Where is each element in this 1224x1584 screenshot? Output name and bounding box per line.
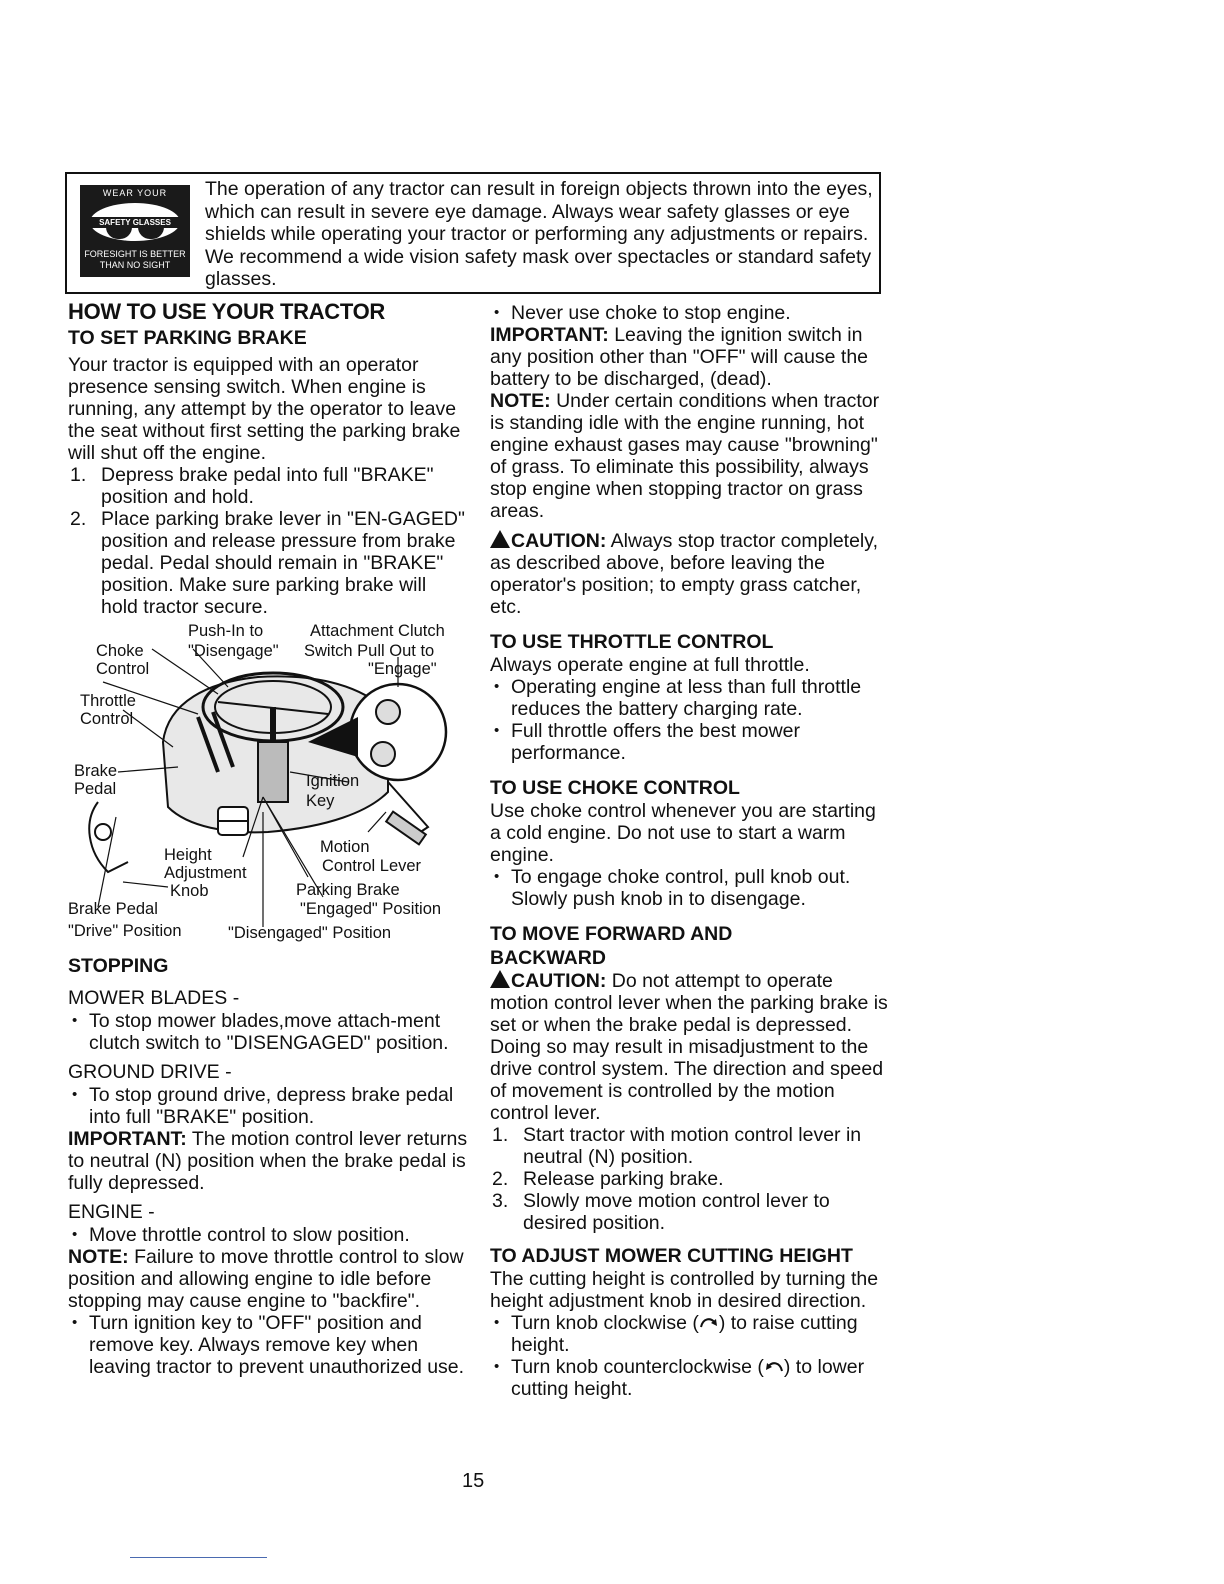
parking-brake-intro: Your tractor is equipped with an operator presence sensing switch. When engine is running, any attempt by the operator to leave the seat without first setting the parking brake will shut off the engine. bbox=[68, 354, 461, 464]
label-choke-control: Control bbox=[96, 660, 150, 678]
badge-bottom-text-1: FORESIGHT IS BETTER bbox=[84, 249, 186, 259]
choke-intro: Use choke control whenever you are starting a cold engine. Do not use to start a warm engine. bbox=[490, 800, 876, 866]
label-ignition: Ignition bbox=[306, 772, 360, 790]
label-throttle-control: Control bbox=[80, 710, 134, 728]
label-knob: Knob bbox=[170, 882, 209, 900]
parking-brake-heading: TO SET PARKING BRAKE bbox=[68, 327, 307, 349]
cutting-height-intro: The cutting height is controlled by turning the height adjustment knob in desired direction. bbox=[490, 1268, 879, 1312]
label-disengage: "Disengage" bbox=[188, 642, 279, 660]
stopping-heading: STOPPING bbox=[68, 955, 169, 977]
lower-height-bullet: • Turn knob counterclockwise ( ) to lower cutting height. bbox=[490, 1356, 890, 1400]
clockwise-arrow-icon bbox=[699, 1315, 719, 1329]
parking-step-1: 1. Depress brake pedal into full "BRAKE" position and hold. bbox=[70, 464, 434, 508]
note-right: NOTE: Under certain conditions when tractor is standing idle with the engine running, hot engine exhaust gases may cause "browning" of grass. To eliminate this possibility, always stop engine when stopping tractor on grass areas. bbox=[490, 390, 880, 522]
label-disengaged-position: "Disengaged" Position bbox=[228, 924, 392, 942]
badge-top-text: WEAR YOUR bbox=[102, 188, 168, 198]
choke-warning-bullet: • Never use choke to stop engine. bbox=[490, 302, 890, 324]
ground-drive-bullet: • To stop ground drive, depress brake pedal into full "BRAKE" position. bbox=[68, 1084, 468, 1128]
label-motion: Motion bbox=[320, 838, 370, 856]
move-step-3: 3. Slowly move motion control lever to desired position. bbox=[492, 1190, 830, 1234]
move-step-1: 1. Start tractor with motion control lever in neutral (N) position. bbox=[492, 1124, 862, 1168]
footer-line bbox=[130, 1557, 267, 1558]
left-column bbox=[68, 298, 468, 1378]
badge-band-text: SAFETY GLASSES bbox=[90, 217, 180, 228]
move-heading-1: TO MOVE FORWARD AND bbox=[490, 923, 733, 945]
move-step-2: 2. Release parking brake. bbox=[492, 1168, 724, 1190]
ground-drive-subheading: GROUND DRIVE - bbox=[68, 1061, 232, 1083]
raise-height-bullet: • Turn knob clockwise ( ) to raise cutting height. bbox=[490, 1312, 890, 1356]
safety-warning-box bbox=[65, 172, 881, 294]
throttle-bullet-1: • Operating engine at less than full throttle reduces the battery charging rate. bbox=[490, 676, 890, 720]
right-column bbox=[490, 298, 890, 1400]
caution-motion-control: CAUTION: Do not attempt to operate motion control lever when the parking brake is set or when the brake pedal is depressed. Doing so may result in misadjustment to the drive control system. The direction and speed of movement is controlled by the motion control lever. bbox=[490, 970, 888, 1124]
mower-blades-bullet: • To stop mower blades,move attach-ment clutch switch to "DISENGAGED" position. bbox=[68, 1010, 468, 1054]
counterclockwise-arrow-icon bbox=[764, 1359, 784, 1373]
important-note-left: IMPORTANT: The motion control lever returns to neutral (N) position when the brake pedal is fully depressed. bbox=[68, 1128, 468, 1194]
throttle-heading: TO USE THROTTLE CONTROL bbox=[490, 631, 774, 653]
important-note-right: IMPORTANT: Leaving the ignition switch in any position other than "OFF" will cause the battery to be discharged, (dead). bbox=[490, 324, 869, 390]
safety-glasses-badge bbox=[80, 185, 190, 277]
choke-engage-bullet: • To engage choke control, pull knob out. Slowly push knob in to disengage. bbox=[490, 866, 890, 910]
caution-triangle-icon bbox=[490, 970, 510, 988]
label-attachment-clutch: Attachment Clutch bbox=[310, 622, 445, 640]
section-title: HOW TO USE YOUR TRACTOR bbox=[68, 299, 386, 324]
label-push-in: Push-In to bbox=[188, 622, 264, 640]
label-switch-pull: Switch Pull Out to bbox=[304, 642, 435, 660]
label-brake: Brake bbox=[74, 762, 118, 780]
label-throttle: Throttle bbox=[80, 692, 136, 710]
label-drive-position: "Drive" Position bbox=[68, 922, 182, 940]
badge-bottom-text-2: THAN NO SIGHT bbox=[99, 260, 171, 270]
label-key: Key bbox=[306, 792, 335, 810]
label-engage: "Engage" bbox=[368, 660, 437, 678]
parking-step-2: 2. Place parking brake lever in "EN-GAGED" position and release pressure from brake pedal. Pedal should remain in "BRAKE" position. Make sure parking brake will hold tractor secure. bbox=[70, 508, 465, 618]
safety-warning-text: The operation of any tractor can result in foreign objects thrown into the eyes, which can result in severe eye damage. Always wear safety glasses or eye shields while operating your tractor or performing any adjustments or repairs. We recommend a wide vision safety mask over spectacles or standard safety glasses. bbox=[205, 178, 873, 290]
choke-heading: TO USE CHOKE CONTROL bbox=[490, 777, 740, 799]
caution-triangle-icon bbox=[490, 530, 510, 548]
throttle-bullet-2: • Full throttle offers the best mower performance. bbox=[490, 720, 890, 764]
label-parking-brake: Parking Brake bbox=[296, 881, 400, 899]
label-pedal: Pedal bbox=[74, 780, 117, 798]
tractor-controls-diagram bbox=[68, 622, 468, 952]
label-choke: Choke bbox=[96, 642, 144, 660]
engine-bullet: • Move throttle control to slow position. bbox=[68, 1224, 468, 1246]
mower-blades-subheading: MOWER BLADES - bbox=[68, 987, 240, 1009]
move-heading-2: BACKWARD bbox=[490, 947, 606, 969]
engine-subheading: ENGINE - bbox=[68, 1201, 155, 1223]
safety-glasses-icon bbox=[90, 203, 180, 241]
label-height: Height bbox=[164, 846, 212, 864]
page-number: 15 bbox=[462, 1470, 485, 1492]
caution-stop-tractor: CAUTION: Always stop tractor completely, as described above, before leaving the operator's position; to empty grass catcher, etc. bbox=[490, 530, 878, 618]
cutting-height-heading: TO ADJUST MOWER CUTTING HEIGHT bbox=[490, 1245, 853, 1267]
label-control-lever: Control Lever bbox=[322, 857, 422, 875]
throttle-intro: Always operate engine at full throttle. bbox=[490, 654, 810, 676]
label-engaged-position: "Engaged" Position bbox=[300, 900, 442, 918]
ignition-key-bullet: • Turn ignition key to "OFF" position and remove key. Always remove key when leaving tractor to prevent unauthorized use. bbox=[68, 1312, 468, 1378]
note-left: NOTE: Failure to move throttle control to slow position and allowing engine to idle before stopping may cause engine to "backfire". bbox=[68, 1246, 464, 1312]
label-brake-pedal: Brake Pedal bbox=[68, 900, 158, 918]
label-adjustment: Adjustment bbox=[164, 864, 247, 882]
